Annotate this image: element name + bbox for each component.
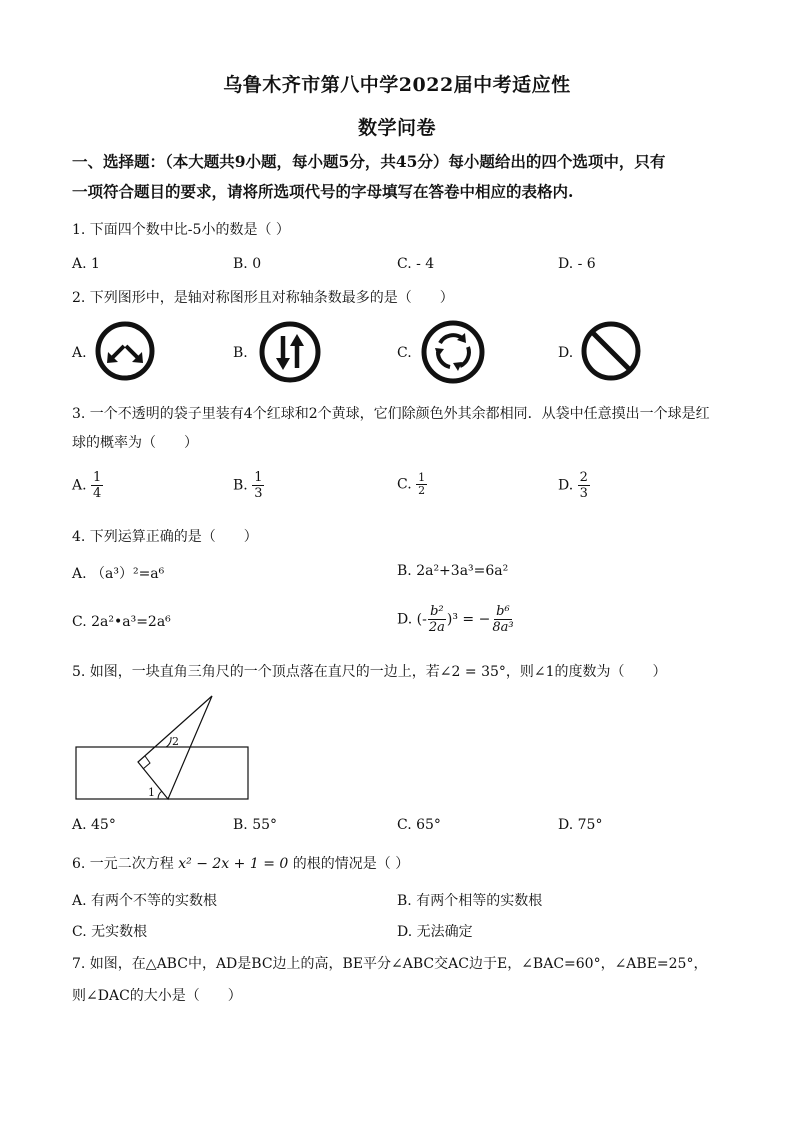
q3-option-c — [397, 472, 427, 497]
q4-option-a: A. （a³）²=a⁶ — [72, 566, 165, 582]
q4-d-fraction-1 — [427, 604, 447, 635]
section-header-line1: 一、选择题：（本大题共9小题，每小题5分，共45分）每小题给出的四个选项中，只有 — [72, 152, 666, 171]
numerator: 1 — [254, 470, 263, 485]
numerator: 1 — [418, 471, 426, 484]
q4-d-fraction-2 — [490, 604, 515, 635]
q6-option-b: B. 有两个相等的实数根 — [397, 893, 543, 909]
q1-option-b: B. 0 — [233, 256, 262, 272]
two-down-arrows-circle-icon — [94, 320, 156, 382]
ruler-triangle-figure — [74, 692, 254, 804]
q3-option-a-label: A. — [72, 477, 87, 494]
q3-option-b-fraction — [252, 470, 264, 501]
exam-subtitle: 数学问卷 — [357, 117, 436, 139]
q2-option-b-label: B. — [233, 345, 248, 361]
q1-stem: 1. 下面四个数中比-5小的数是（ ） — [72, 222, 290, 238]
q2-option-a-label: A. — [72, 345, 87, 361]
q6-option-c: C. 无实数根 — [72, 924, 148, 940]
q5-option-b: B. 55° — [233, 817, 278, 833]
angle-2-label: 2 — [172, 735, 179, 748]
q3-option-b — [233, 470, 264, 501]
q3-option-c-fraction — [416, 472, 427, 497]
q4-option-c: C. 2a²•a³=2a⁶ — [72, 614, 171, 630]
q2-option-d-label: D. — [558, 345, 574, 361]
numerator: 1 — [93, 470, 102, 485]
q2-stem: 2. 下列图形中，是轴对称图形且对称轴条数最多的是（ ） — [72, 290, 454, 306]
q5-stem: 5. 如图，一块直角三角尺的一个顶点落在直尺的一边上，若∠2 = 35°，则∠1的度数为（ ） — [72, 664, 667, 680]
denominator: 3 — [254, 486, 263, 501]
q3-option-d-fraction — [578, 470, 590, 501]
angle-1-label: 1 — [148, 786, 155, 799]
q4-d-open-paren: (- — [416, 611, 427, 628]
q6-option-d: D. 无法确定 — [397, 924, 473, 940]
q4-option-d-label: D. — [397, 611, 413, 628]
denominator: 3 — [579, 486, 588, 501]
q1-option-c: C. - 4 — [397, 256, 435, 272]
q3-option-b-label: B. — [233, 477, 248, 494]
q6-stem-suffix: 的根的情况是（ ） — [288, 856, 410, 872]
q3-option-d — [558, 470, 590, 501]
q1-option-a: A. 1 — [72, 256, 100, 272]
up-down-arrows-circle-icon — [258, 320, 322, 384]
q6-stem-prefix: 6. 一元二次方程 — [72, 856, 179, 872]
q3-stem-line2: 球的概率为（ ） — [72, 435, 198, 451]
q5-option-c: C. 65° — [397, 817, 441, 833]
numerator: b² — [430, 604, 444, 619]
q3-stem-line1: 3. 一个不透明的袋子里装有4个红球和2个黄球，它们除颜色外其余都相同．从袋中任意摸出一个球是红 — [72, 406, 710, 422]
q3-option-a-fraction — [91, 470, 103, 501]
q1-option-d: D. - 6 — [558, 256, 596, 272]
numerator: b⁶ — [496, 604, 510, 619]
q6-stem — [72, 853, 409, 873]
q4-d-power: )³ = − — [446, 611, 491, 628]
numerator: 2 — [579, 470, 588, 485]
q4-option-d — [397, 604, 516, 635]
roundabout-arrows-circle-icon — [420, 319, 486, 385]
q3-option-d-label: D. — [558, 477, 574, 494]
q6-equation: x² − 2x + 1 = 0 — [178, 856, 289, 872]
denominator: 2 — [418, 484, 426, 497]
denominator: 2a — [428, 620, 445, 635]
denominator: 4 — [93, 486, 102, 501]
q7-stem-line2: 则∠DAC的大小是（ ） — [72, 988, 242, 1004]
q4-stem: 4. 下列运算正确的是（ ） — [72, 529, 258, 545]
q7-stem-line1: 7. 如图，在△ABC中，AD是BC边上的高，BE平分∠ABC交AC边于E，∠BAC=60°，∠ABE=25°， — [72, 956, 708, 972]
q6-option-a: A. 有两个不等的实数根 — [72, 893, 218, 909]
q2-option-c-label: C. — [397, 345, 412, 361]
prohibition-sign-icon — [580, 320, 642, 382]
q5-option-a: A. 45° — [72, 817, 116, 833]
q3-option-a — [72, 470, 103, 501]
section-header-line2: 一项符合题目的要求，请将所选项代号的字母填写在答卷中相应的表格内. — [72, 182, 574, 201]
denominator: 8a³ — [492, 620, 514, 635]
q3-option-c-label: C. — [397, 476, 412, 493]
exam-title: 乌鲁木齐市第八中学2022届中考适应性 — [223, 74, 571, 96]
q5-option-d: D. 75° — [558, 817, 603, 833]
q4-option-b: B. 2a²+3a³=6a² — [397, 563, 509, 579]
